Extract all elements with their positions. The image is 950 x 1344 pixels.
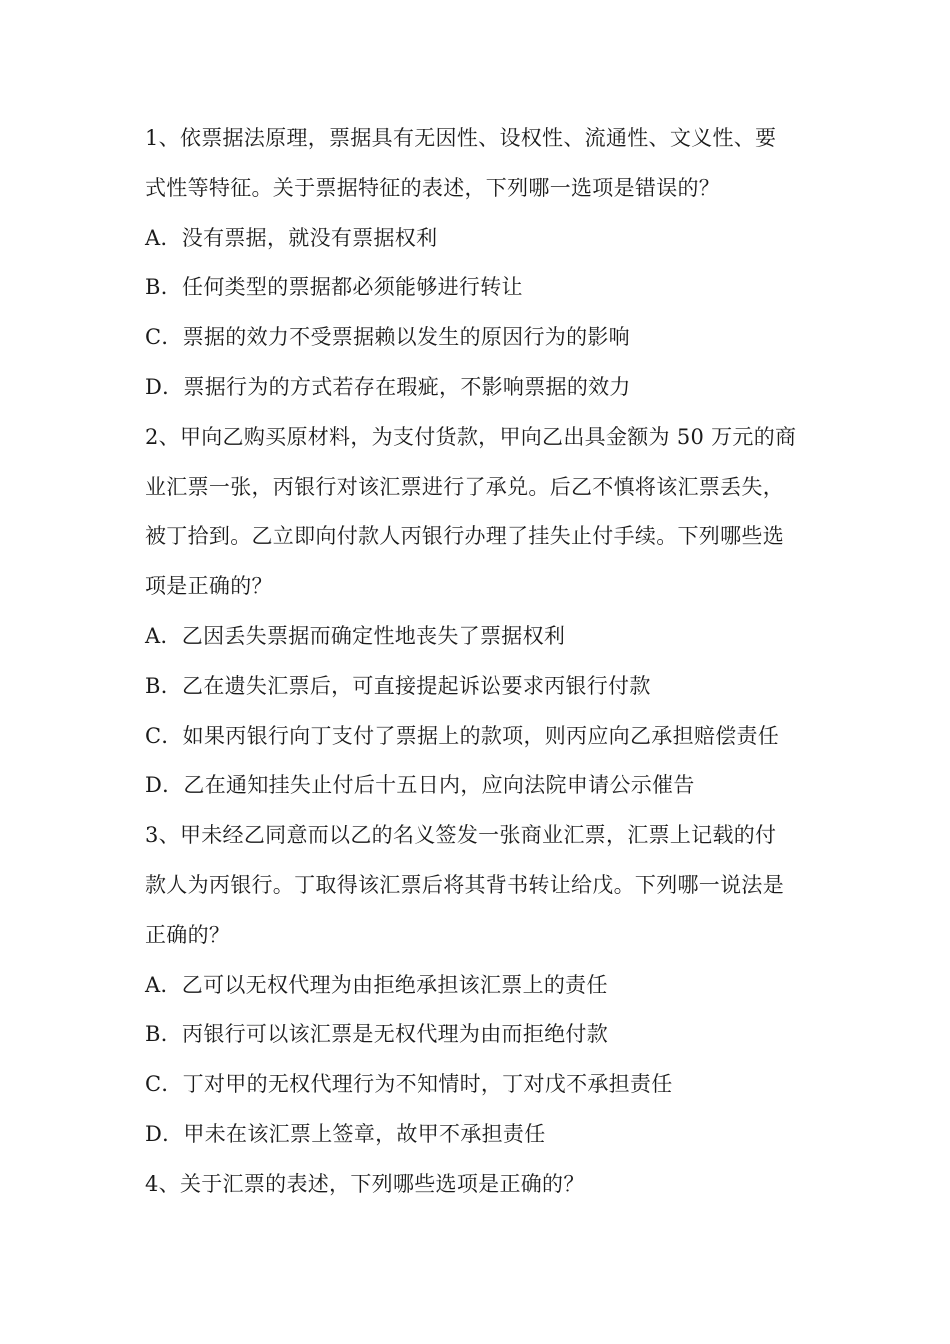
question-2-option-d: D．乙在通知挂失止付后十五日内，应向法院申请公示催告: [145, 773, 695, 798]
question-2-option-a: A．乙因丢失票据而确定性地丧失了票据权利: [145, 623, 566, 648]
question-2-stem-line-3: 被丁拾到。乙立即向付款人丙银行办理了挂失止付手续。下列哪些选: [145, 524, 784, 549]
question-1-option-d: D．票据行为的方式若存在瑕疵，不影响票据的效力: [145, 374, 631, 399]
question-1-option-a: A．没有票据，就没有票据权利: [145, 225, 438, 250]
question-1-option-b: B．任何类型的票据都必须能够进行转让: [145, 275, 523, 300]
question-2-option-c: C．如果丙银行向丁支付了票据上的款项，则丙应向乙承担赔偿责任: [145, 723, 780, 748]
question-3-stem-line-1: 3、甲未经乙同意而以乙的名义签发一张商业汇票，汇票上记载的付: [145, 823, 777, 848]
question-3-option-b: B．丙银行可以该汇票是无权代理为由而拒绝付款: [145, 1022, 609, 1047]
question-2-stem-line-2: 业汇票一张，丙银行对该汇票进行了承兑。后乙不慎将该汇票丢失，: [145, 474, 784, 499]
question-1-option-c: C．票据的效力不受票据赖以发生的原因行为的影响: [145, 325, 630, 350]
question-3-option-a: A．乙可以无权代理为由拒绝承担该汇票上的责任: [145, 972, 608, 997]
question-1-stem-line-2: 式性等特征。关于票据特征的表述，下列哪一选项是错误的？: [145, 175, 721, 200]
question-3-option-c: C．丁对甲的无权代理行为不知情时，丁对戊不承担责任: [145, 1072, 673, 1097]
question-2-stem-line-4: 项是正确的？: [145, 574, 273, 599]
question-3-stem-line-2: 款人为丙银行。丁取得该汇票后将其背书转让给戊。下列哪一说法是: [145, 872, 784, 897]
question-2-stem-line-1: 2、甲向乙购买原材料，为支付货款，甲向乙出具金额为 50 万元的商: [145, 424, 797, 449]
question-1-stem-line-1: 1、依票据法原理，票据具有无因性、设权性、流通性、文义性、要: [145, 126, 777, 150]
document-body: [145, 114, 815, 1210]
question-2-option-b: B．乙在遗失汇票后，可直接提起诉讼要求丙银行付款: [145, 673, 651, 698]
question-3-stem-line-3: 正确的？: [145, 922, 231, 947]
question-4-stem-line-1: 4、关于汇票的表述，下列哪些选项是正确的？: [145, 1171, 585, 1196]
question-3-option-d: D．甲未在该汇票上签章，故甲不承担责任: [145, 1121, 546, 1146]
